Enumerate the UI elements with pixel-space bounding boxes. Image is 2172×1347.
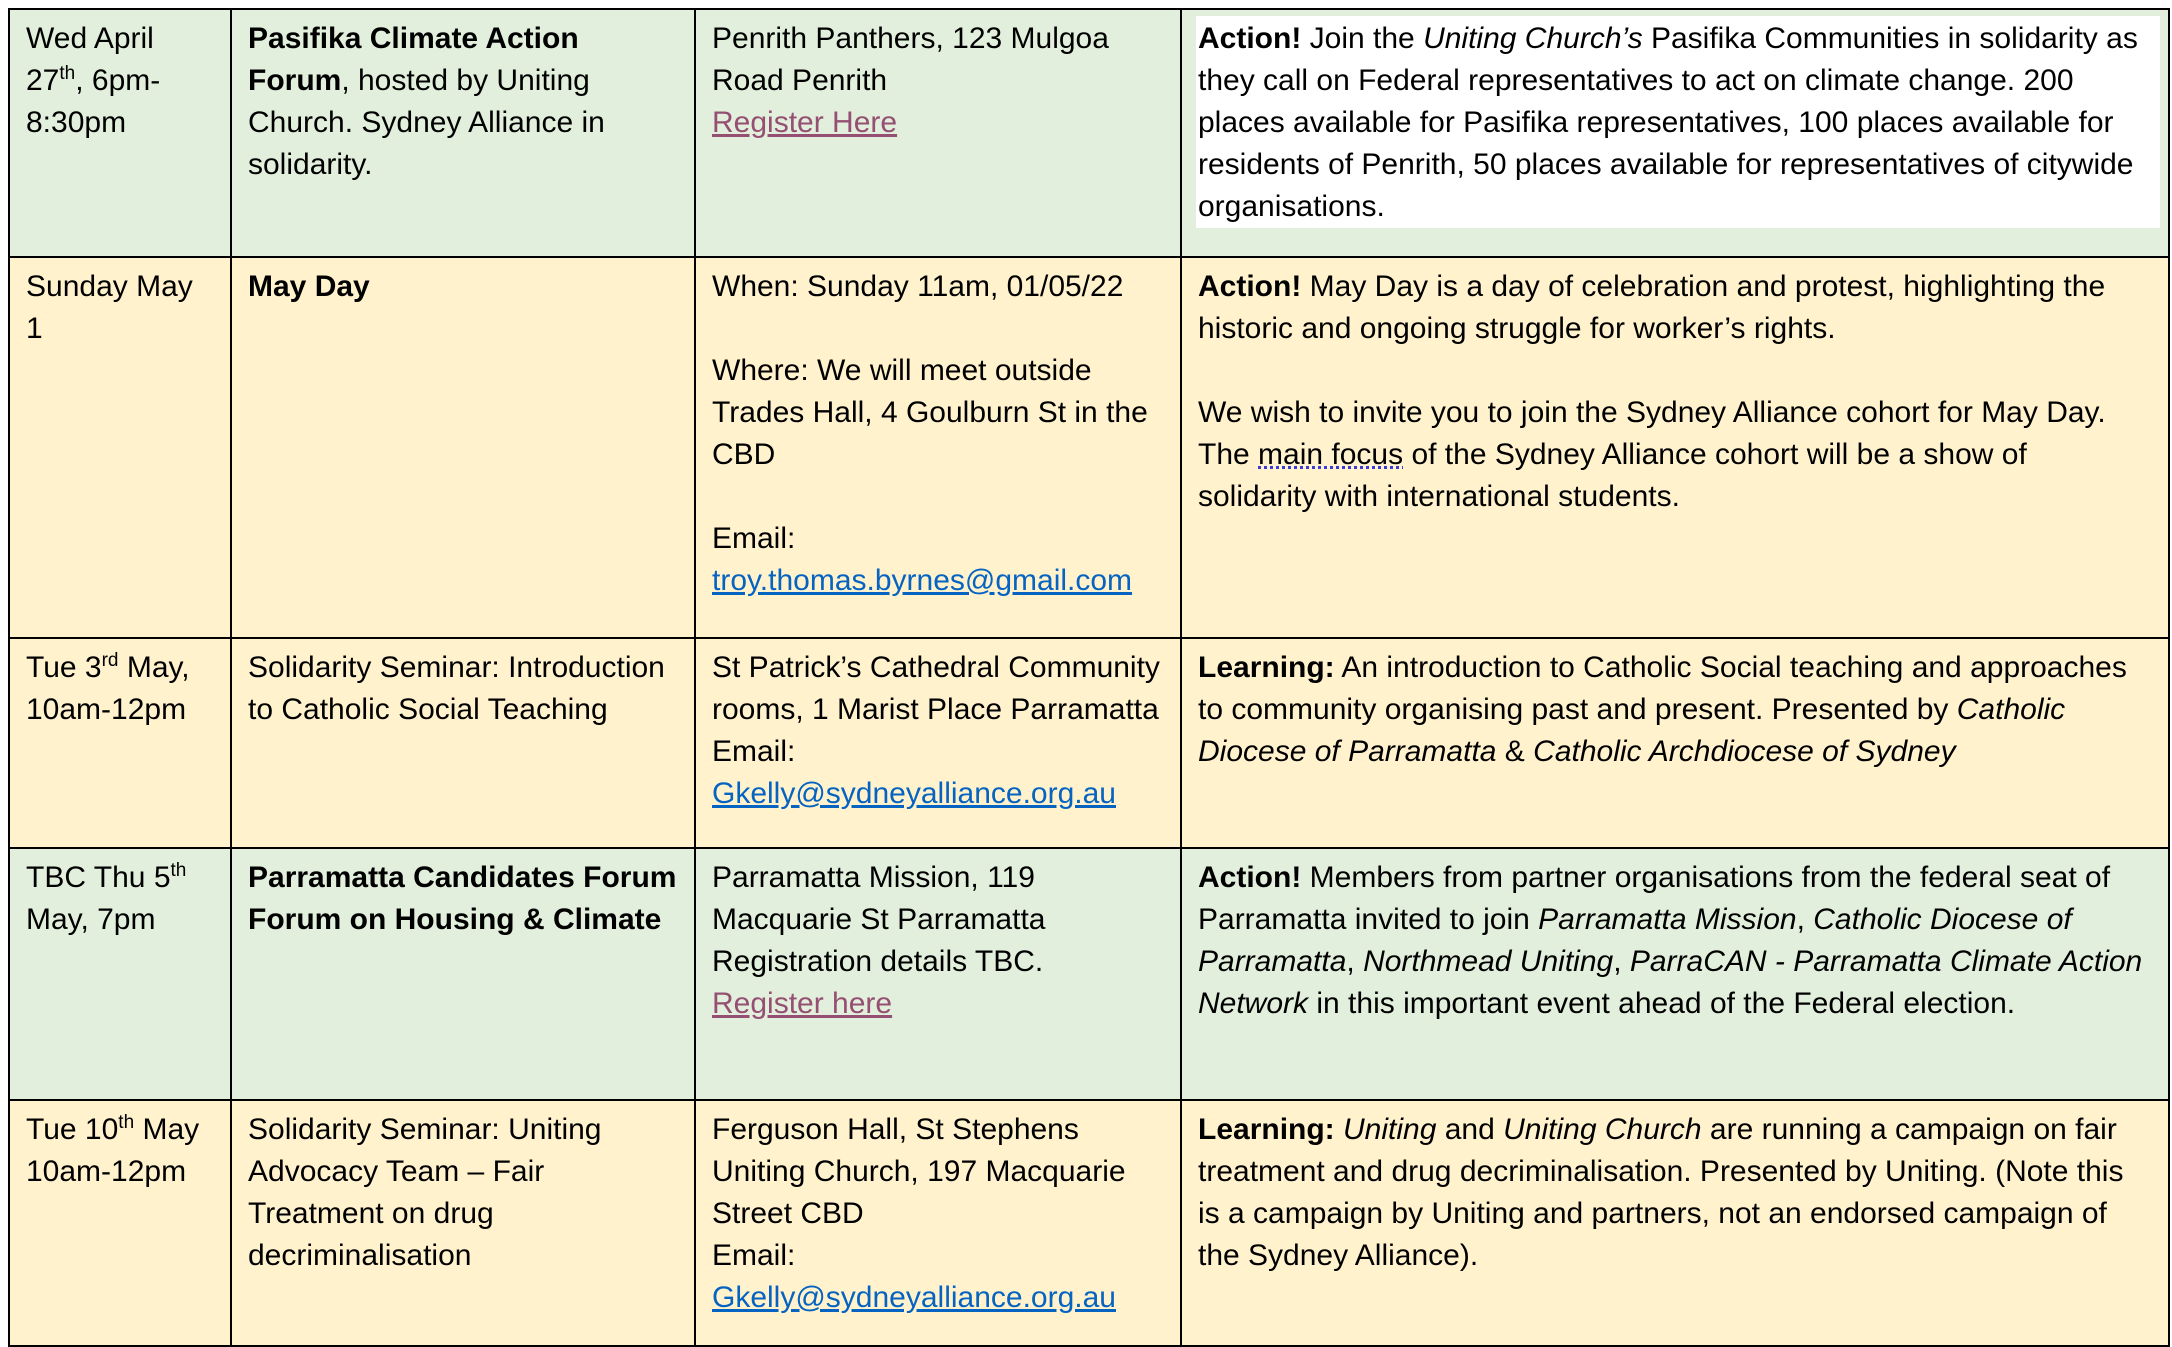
event-title: May Day	[248, 270, 370, 303]
location-text: Penrith Panthers, 123 Mulgoa Road Penrith	[712, 22, 1109, 97]
email-label: Email:	[712, 735, 796, 768]
description-text: Learning: An introduction to Catholic Social teaching and approaches to community organising past and present. Presented by Catholic Diocese of Parramatta & Catholic Archdiocese of Sydney	[1198, 651, 2127, 768]
location-cell	[695, 9, 1181, 257]
event-title-cell	[231, 257, 695, 638]
location-cell	[695, 257, 1181, 638]
action-label: Action!	[1198, 22, 1302, 55]
description-cell	[1181, 1100, 2169, 1346]
register-link[interactable]: Register Here	[712, 106, 898, 139]
email-label: Email:	[712, 522, 796, 555]
learning-label: Learning:	[1198, 651, 1335, 684]
where-text: Where: We will meet outside Trades Hall, 4 Goulburn St in the CBD	[712, 354, 1148, 471]
register-link[interactable]: Register here	[712, 987, 893, 1020]
description-text: Action! Members from partner organisations from the federal seat of Parramatta invited to join Parramatta Mission, Catholic Diocese of Parramatta, Northmead Uniting, ParraCAN - Parramatta Climate Action Network in this important event ahead of the Federal election.	[1198, 861, 2143, 1020]
email-link[interactable]: Gkelly@sydneyalliance.org.au	[712, 777, 1116, 810]
location-text: Parramatta Mission, 119 Macquarie St Parramatta	[712, 861, 1046, 936]
description-text: Learning: Uniting and Uniting Church are running a campaign on fair treatment and drug decriminalisation. Presented by Uniting. (Note this is a campaign by Uniting and partners, not an endorsed campaign of the Sydney Alliance).	[1198, 1113, 2124, 1272]
action-label: Action!	[1198, 270, 1302, 303]
email-link[interactable]: troy.thomas.byrnes@gmail.com	[712, 564, 1133, 597]
proofing-mark: main focus	[1258, 438, 1404, 471]
location-cell	[695, 638, 1181, 848]
date-cell: TBC Thu 5th May, 7pm	[9, 848, 231, 1100]
email-label: Email:	[712, 1239, 796, 1272]
events-table	[8, 8, 2170, 1347]
table-row	[9, 1100, 2169, 1346]
description-cell	[1181, 257, 2169, 638]
description-cell	[1181, 638, 2169, 848]
when-text: When: Sunday 11am, 01/05/22	[712, 270, 1124, 303]
description-text: We wish to invite you to join the Sydney Alliance cohort for May Day. The main focus of the Sydney Alliance cohort will be a show of solidarity with international students.	[1198, 396, 2106, 513]
email-link[interactable]: Gkelly@sydneyalliance.org.au	[712, 1281, 1116, 1314]
event-title-cell	[231, 848, 695, 1100]
event-title: Solidarity Seminar: Uniting Advocacy Team – Fair Treatment on drug decriminalisation	[248, 1113, 602, 1272]
event-title: Solidarity Seminar: Introduction to Catholic Social Teaching	[248, 651, 665, 726]
date-cell: Tue 3rd May, 10am-12pm	[9, 638, 231, 848]
description-text: Action! Join the Uniting Church’s Pasifika Communities in solidarity as they call on Federal representatives to act on climate change. 200 places available for Pasifika representatives, 100 places available for residents of Penrith, 50 places available for representatives of citywide organisations.	[1196, 16, 2160, 228]
location-text: Ferguson Hall, St Stephens Uniting Church, 197 Macquarie Street CBD	[712, 1113, 1126, 1230]
description-text: Action! May Day is a day of celebration and protest, highlighting the historic and ongoing struggle for worker’s rights.	[1198, 270, 2106, 345]
description-cell	[1181, 848, 2169, 1100]
location-cell	[695, 848, 1181, 1100]
date-cell: Tue 10th May 10am-12pm	[9, 1100, 231, 1346]
location-cell	[695, 1100, 1181, 1346]
location-text: St Patrick’s Cathedral Community rooms, 1 Marist Place Parramatta	[712, 651, 1160, 726]
date-cell: Sunday May 1	[9, 257, 231, 638]
event-title-cell	[231, 638, 695, 848]
action-label: Action!	[1198, 861, 1302, 894]
event-title-cell: Pasifika Climate Action Forum, hosted by Uniting Church. Sydney Alliance in solidarity.	[231, 9, 695, 257]
event-title: Parramatta Candidates Forum Forum on Housing & Climate	[248, 861, 677, 936]
table-row	[9, 9, 2169, 257]
description-cell	[1181, 9, 2169, 257]
registration-text: Registration details TBC.	[712, 945, 1044, 978]
table-row	[9, 848, 2169, 1100]
event-title: Pasifika Climate Action Forum	[248, 22, 579, 97]
table-row	[9, 638, 2169, 848]
table-row	[9, 257, 2169, 638]
date-cell: Wed April 27th, 6pm-8:30pm	[9, 9, 231, 257]
learning-label: Learning:	[1198, 1113, 1335, 1146]
event-title-cell	[231, 1100, 695, 1346]
